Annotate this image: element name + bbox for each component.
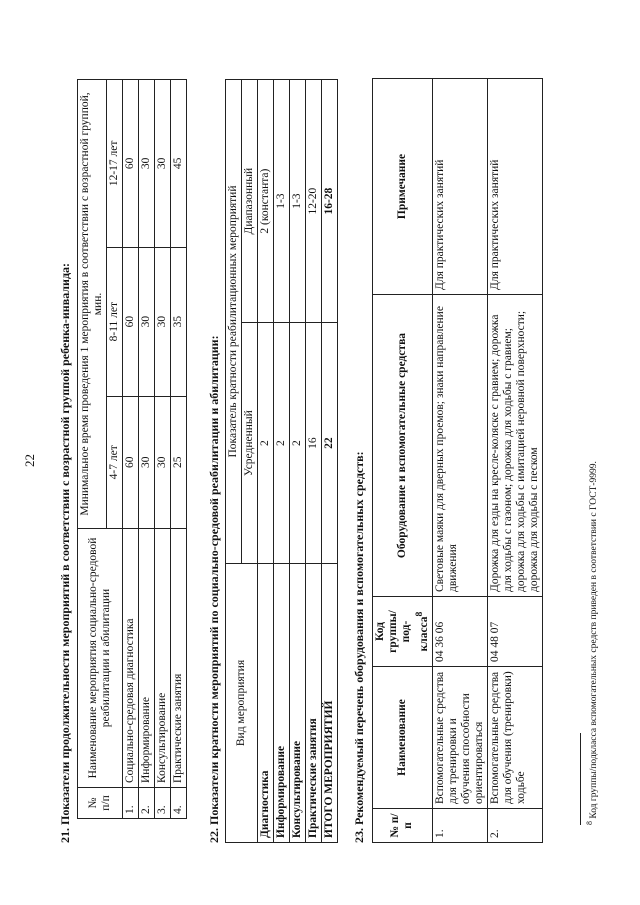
col-header-equipment: Оборудование и вспомогательные средства xyxy=(373,295,433,597)
table-row xyxy=(274,80,290,843)
footnote-divider xyxy=(580,733,581,825)
row-num: 3. xyxy=(155,788,171,819)
duration-table xyxy=(77,79,187,819)
row-activity: Социально-средовая диагностика xyxy=(123,529,139,788)
row-code: 04 48 07 xyxy=(487,597,542,667)
cell-average: 2 xyxy=(258,323,274,564)
cell-value: 60 xyxy=(123,396,139,528)
col-header-activity: Наименование мероприятия социально-средовой реабилитации и абилитации xyxy=(78,529,123,788)
page-number: 22 xyxy=(22,454,37,467)
row-num: 1. xyxy=(432,809,487,843)
col-header-code xyxy=(373,597,433,667)
row-kind: Диагностика xyxy=(258,564,274,843)
row-activity: Информирование xyxy=(139,529,155,788)
table-row xyxy=(171,80,187,819)
col-header-name: Наименование xyxy=(373,667,433,809)
col-header-age-4-7: 4-7 лет xyxy=(107,396,123,528)
cell-value: 45 xyxy=(171,80,187,248)
footnote-mark: 8 xyxy=(585,821,594,825)
col-header-kind: Вид мероприятия xyxy=(226,564,258,843)
cell-average: 2 xyxy=(290,323,306,564)
cell-value: 60 xyxy=(123,80,139,248)
col-header-age-12-17: 12-17 лет xyxy=(107,80,123,248)
cell-value: 30 xyxy=(155,80,171,248)
cell-value: 30 xyxy=(139,80,155,248)
cell-range-total: 16-28 xyxy=(322,80,338,323)
row-name: Вспомогательные средства для тренировки и обучения способности ориентироваться xyxy=(432,667,487,809)
section-22-heading: 22. Показатели кратности мероприятий по социально-средовой реабилитации и абилитации: xyxy=(207,335,221,843)
row-num: 2. xyxy=(487,809,542,843)
equipment-table xyxy=(372,78,543,843)
cell-average: 2 xyxy=(274,323,290,564)
code-header-text: Код группы/под-класса xyxy=(374,610,430,653)
cell-range: 1-3 xyxy=(290,80,306,323)
cell-value: 30 xyxy=(155,396,171,528)
row-activity: Консультирование xyxy=(155,529,171,788)
row-kind: Информирование xyxy=(274,564,290,843)
row-kind-total: ИТОГО МЕРОПРИЯТИЙ xyxy=(322,564,338,843)
table-row xyxy=(123,80,139,819)
table-row xyxy=(432,79,487,843)
cell-value: 30 xyxy=(139,247,155,396)
row-kind: Практические занятия xyxy=(306,564,322,843)
row-equipment: Дорожка для езды на кресле-коляске с гравием; дорожка для ходьбы с газоном; дорожка для ходьбы с гравием; дорожка для ходьбы с имитацией неровной поверхности; дорожка для ходьбы с песком xyxy=(487,295,542,597)
row-activity: Практические занятия xyxy=(171,529,187,788)
table-row-total xyxy=(322,80,338,843)
cell-value: 35 xyxy=(171,247,187,396)
col-header-num: № п/п xyxy=(78,788,123,819)
cell-average: 16 xyxy=(306,323,322,564)
cell-value: 25 xyxy=(171,396,187,528)
footnote-text: Код группы/подкласса вспомогательных средств приведен в соответствии с ГОСТ-9999. xyxy=(589,461,600,819)
row-num: 4. xyxy=(171,788,187,819)
row-note: Для практических занятий xyxy=(432,79,487,295)
col-header-num: № п/п xyxy=(373,809,433,843)
table-row xyxy=(290,80,306,843)
footnote xyxy=(585,461,599,825)
table-row xyxy=(306,80,322,843)
col-header-min-time: Минимальное время проведения 1 мероприятия в соответствии с возрастной группой, мин. xyxy=(78,80,107,529)
row-kind: Консультирование xyxy=(290,564,306,843)
table-row xyxy=(487,79,542,843)
cell-value: 60 xyxy=(123,247,139,396)
col-header-note: Примечание xyxy=(373,79,433,295)
cell-range: 12-20 xyxy=(306,80,322,323)
cell-range: 2 (константа) xyxy=(258,80,274,323)
col-header-age-8-11: 8-11 лет xyxy=(107,247,123,396)
row-num: 2. xyxy=(139,788,155,819)
row-note: Для практических занятий xyxy=(487,79,542,295)
cell-average-total: 22 xyxy=(322,323,338,564)
table-row xyxy=(139,80,155,819)
table-row xyxy=(155,80,171,819)
row-code: 04 36 06 xyxy=(432,597,487,667)
row-name: Вспомогательные средства для обучения (тренировки) ходьбе xyxy=(487,667,542,809)
section-23-heading: 23. Рекомендуемый перечень оборудования и вспомогательных средств: xyxy=(352,451,366,843)
row-equipment: Световые маяки для дверных проемов; знаки направление движения xyxy=(432,295,487,597)
col-header-average: Усредненный xyxy=(242,323,258,564)
col-header-range: Диапазонный xyxy=(242,80,258,323)
cell-range: 1-3 xyxy=(274,80,290,323)
cell-value: 30 xyxy=(155,247,171,396)
section-21-heading: 21. Показатели продолжительности мероприятий в соответствии с возрастной группой ребенка-инвалида: xyxy=(58,262,72,843)
row-num: 1. xyxy=(123,788,139,819)
cell-value: 30 xyxy=(139,396,155,528)
table-row xyxy=(258,80,274,843)
footnote-ref: 8 xyxy=(414,611,425,617)
multiplicity-table xyxy=(225,79,338,843)
col-header-multiplicity: Показатель кратности реабилитационных мероприятий xyxy=(226,80,242,564)
